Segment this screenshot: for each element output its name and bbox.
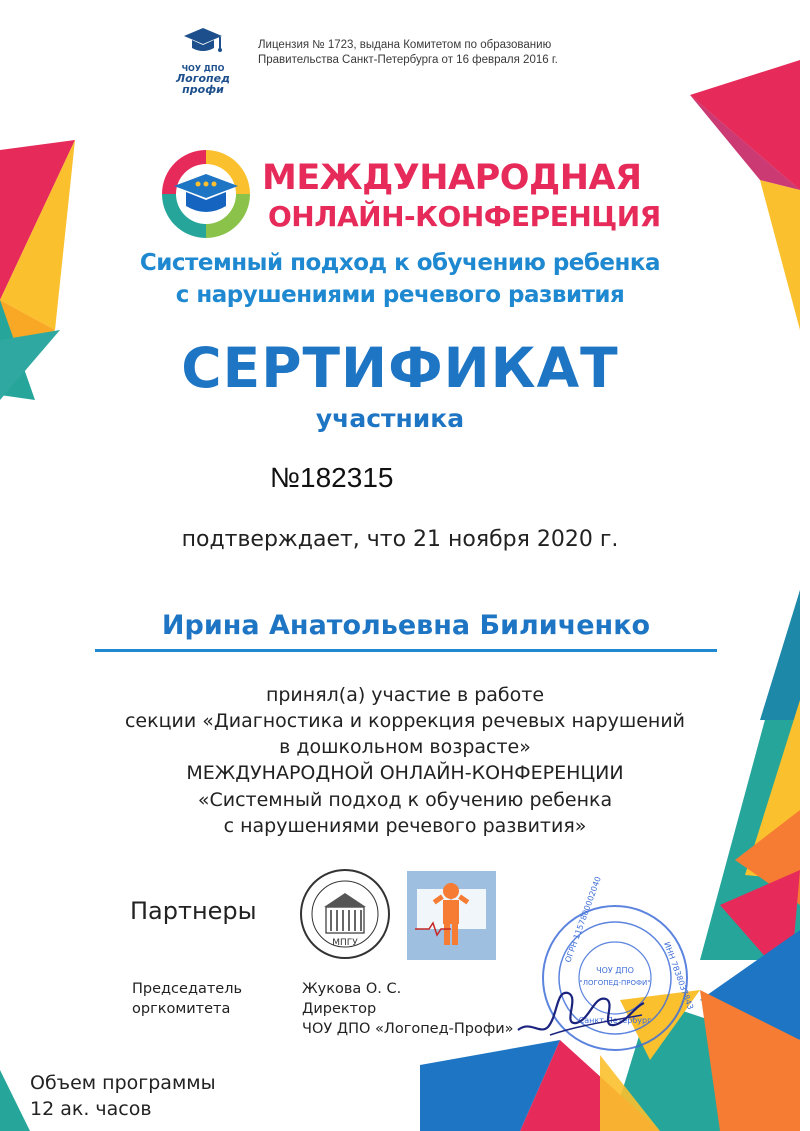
certificate-subtitle: участника <box>315 404 465 433</box>
graduation-cap-icon <box>182 22 224 62</box>
certificate-title: СЕРТИФИКАТ <box>181 336 619 400</box>
partners-label: Партнеры <box>130 897 257 925</box>
org-logo <box>170 22 236 94</box>
conference-subtitle-line1: Системный подход к обучению ребенка <box>139 250 661 276</box>
program-line2: 12 ак. часов <box>30 1098 152 1120</box>
body-line-5: «Системный подход к обучению ребенка <box>197 789 613 811</box>
stamp-ogrn: ОГРН 1157800002040 <box>563 875 603 964</box>
org-logo-word2: профи <box>182 83 224 96</box>
partner-logo-speech-therapy <box>407 871 496 960</box>
person-book-icon <box>407 871 496 960</box>
license-line2: Правительства Санкт-Петербурга от 16 февраля 2016 г. <box>258 54 558 66</box>
signer-block <box>302 979 514 1039</box>
body-line-6: с нарушениями речевого развития» <box>223 815 587 837</box>
signer-organization: ЧОУ ДПО «Логопед-Профи» <box>302 1021 514 1037</box>
chair-line1: Председатель <box>132 981 243 997</box>
signer-position: Директор <box>302 1001 377 1017</box>
license-text <box>258 38 558 68</box>
handwritten-signature <box>510 975 650 1045</box>
stamp-center-line2: "ЛОГОПЕД-ПРОФИ" <box>579 979 651 987</box>
body-line-1: принял(а) участие в работе <box>265 684 545 706</box>
org-logo-line1: ЧОУ ДПО <box>181 64 225 73</box>
chair-line2: оргкомитета <box>132 1001 231 1017</box>
body-line-2: секции «Диагностика и коррекция речевых нарушений <box>124 710 686 732</box>
body-line-4: МЕЖДУНАРОДНОЙ ОНЛАЙН-КОНФЕРЕНЦИИ <box>186 762 624 784</box>
conference-title-line1: МЕЖДУНАРОДНАЯ <box>262 158 642 198</box>
conference-subtitle-line2: с нарушениями речевого развития <box>175 282 625 308</box>
org-logo-line2 <box>170 73 236 95</box>
org-logo-word1: Логопед <box>176 72 230 85</box>
stamp-city: Санкт-Петербург <box>578 1016 652 1025</box>
license-line1: Лицензия № 1723, выдана Комитетом по образованию <box>258 39 552 51</box>
university-seal-text: МПГУ <box>332 938 358 948</box>
name-underline <box>95 649 717 652</box>
body-line-3: в дошкольном возрасте» <box>279 736 531 758</box>
stamp-center-line1: ЧОУ ДПО <box>596 966 634 975</box>
recipient-name: Ирина Анатольевна Биличенко <box>161 610 651 641</box>
confirmation-text: подтверждает, что 21 ноября 2020 г. <box>181 527 619 552</box>
conference-logo-icon <box>158 146 254 242</box>
stamp-inn: ИНН 7838037843 <box>662 940 696 1011</box>
signer-name: Жукова О. С. <box>302 981 402 997</box>
conference-title-line2: ОНЛАЙН-КОНФЕРЕНЦИЯ <box>268 200 661 233</box>
chair-label <box>132 979 242 1019</box>
university-seal-logo <box>298 867 392 961</box>
certificate-number: №182315 <box>270 462 394 493</box>
program-info <box>30 1070 216 1122</box>
program-line1: Объем программы <box>30 1072 216 1094</box>
